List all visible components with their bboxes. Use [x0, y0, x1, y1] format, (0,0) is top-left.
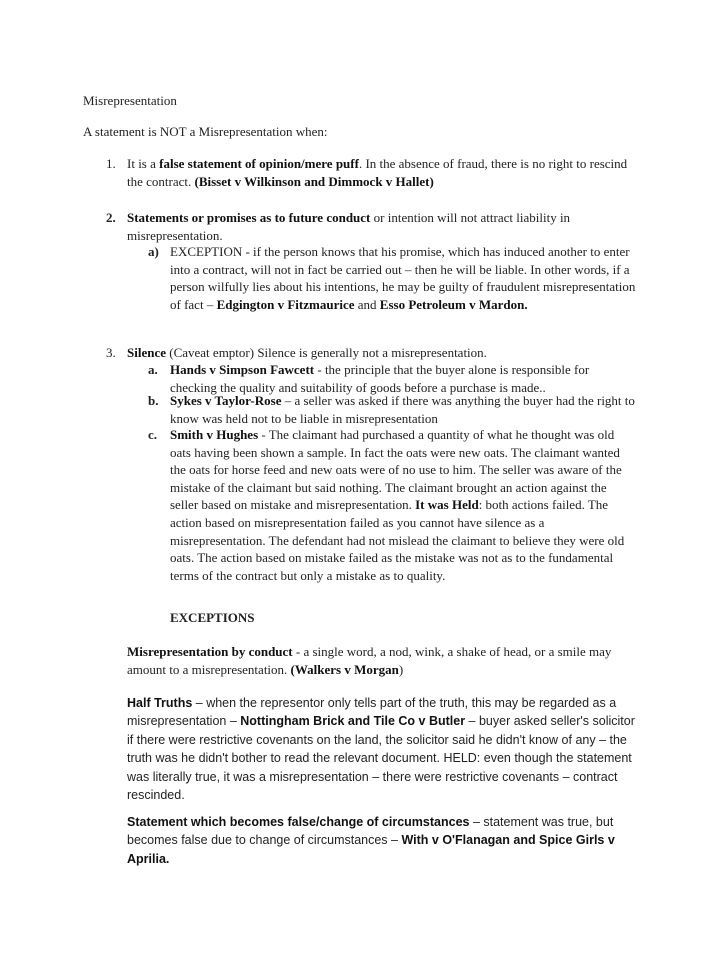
sub-item-text: Smith v Hughes - The claimant had purchased a quantity of what he thought was old oats having been shown a sample. In fact the oats were new oats. The claimant wanted the oats for horse feed and new oats were of no use to him. The seller was aware of the mistake of the claimant but said nothing. The claimant brought an action against the seller based on mistake and misrepresentation. It was Held: both actions failed. The action based on misrepresentation failed as you cannot have silence as a misrepresentation. The defendant had not mislead the claimant to believe they were old oats. The action based on mistake failed as the mistake was not as to the fundamental terms of the contract but only a mistake as to quality.	[170, 427, 625, 583]
conduct-paragraph: Misrepresentation by conduct - a single word, a nod, wink, a shake of head, or a smile may amount to a misrepresentation. (Walkers v Morgan)	[127, 644, 612, 677]
sub-item-text: Sykes v Taylor-Rose – a seller was asked if there was anything the buyer had the right to know was held not to be liable in misrepresentation	[170, 393, 635, 426]
intro-line: A statement is NOT a Misrepresentation when:	[83, 124, 328, 139]
sub-item-letter: a)	[148, 244, 159, 259]
list-item-text: Silence (Caveat emptor) Silence is generally not a misrepresentation.	[127, 345, 487, 360]
list-number: 1.	[106, 156, 116, 171]
exceptions-heading: EXCEPTIONS	[170, 610, 255, 625]
sub-item-text: EXCEPTION - if the person knows that his promise, which has induced another to enter into a contract, will not in fact be carried out – then he will be liable. In other words, if a person wilfully lies about his intentions, he may be guilty of fraudulent misrepresentation of fact – Edgington v Fitzmaurice and Esso Petroleum v Mardon.	[170, 244, 636, 312]
sub-item-text: Hands v Simpson Fawcett - the principle that the buyer alone is responsible for checking the quality and suitability of goods before a purchase is made..	[170, 362, 590, 395]
change-of-circumstances-paragraph: Statement which becomes false/change of circumstances – statement was true, but becomes false due to change of circumstances – With v O'Flanagan and Spice Girls v Aprilia.	[127, 815, 615, 866]
sub-item-letter: b.	[148, 393, 159, 408]
document-title: Misrepresentation	[83, 93, 177, 108]
sub-item-letter: a.	[148, 362, 158, 377]
list-item-text: Statements or promises as to future conduct or intention will not attract liability in misrepresentation.	[127, 210, 571, 243]
sub-item-letter: c.	[148, 427, 158, 442]
list-item-text: It is a false statement of opinion/mere puff. In the absence of fraud, there is no right to rescind the contract. (Bisset v Wilkinson and Dimmock v Hallet)	[127, 156, 628, 189]
list-number: 3.	[106, 345, 116, 360]
list-number: 2.	[106, 210, 116, 225]
half-truths-paragraph: Half Truths – when the representor only tells part of the truth, this may be regarded as a misrepresentation – Nottingham Brick and Tile Co v Butler – buyer asked seller's solicitor if there were restrictive covenants on the land, the solicitor said he didn't know of any – the truth was he didn't bother to read the relevant document. HELD: even though the statement was literally true, it was a misrepresentation – there were restrictive covenants – contract rescinded.	[127, 696, 635, 803]
